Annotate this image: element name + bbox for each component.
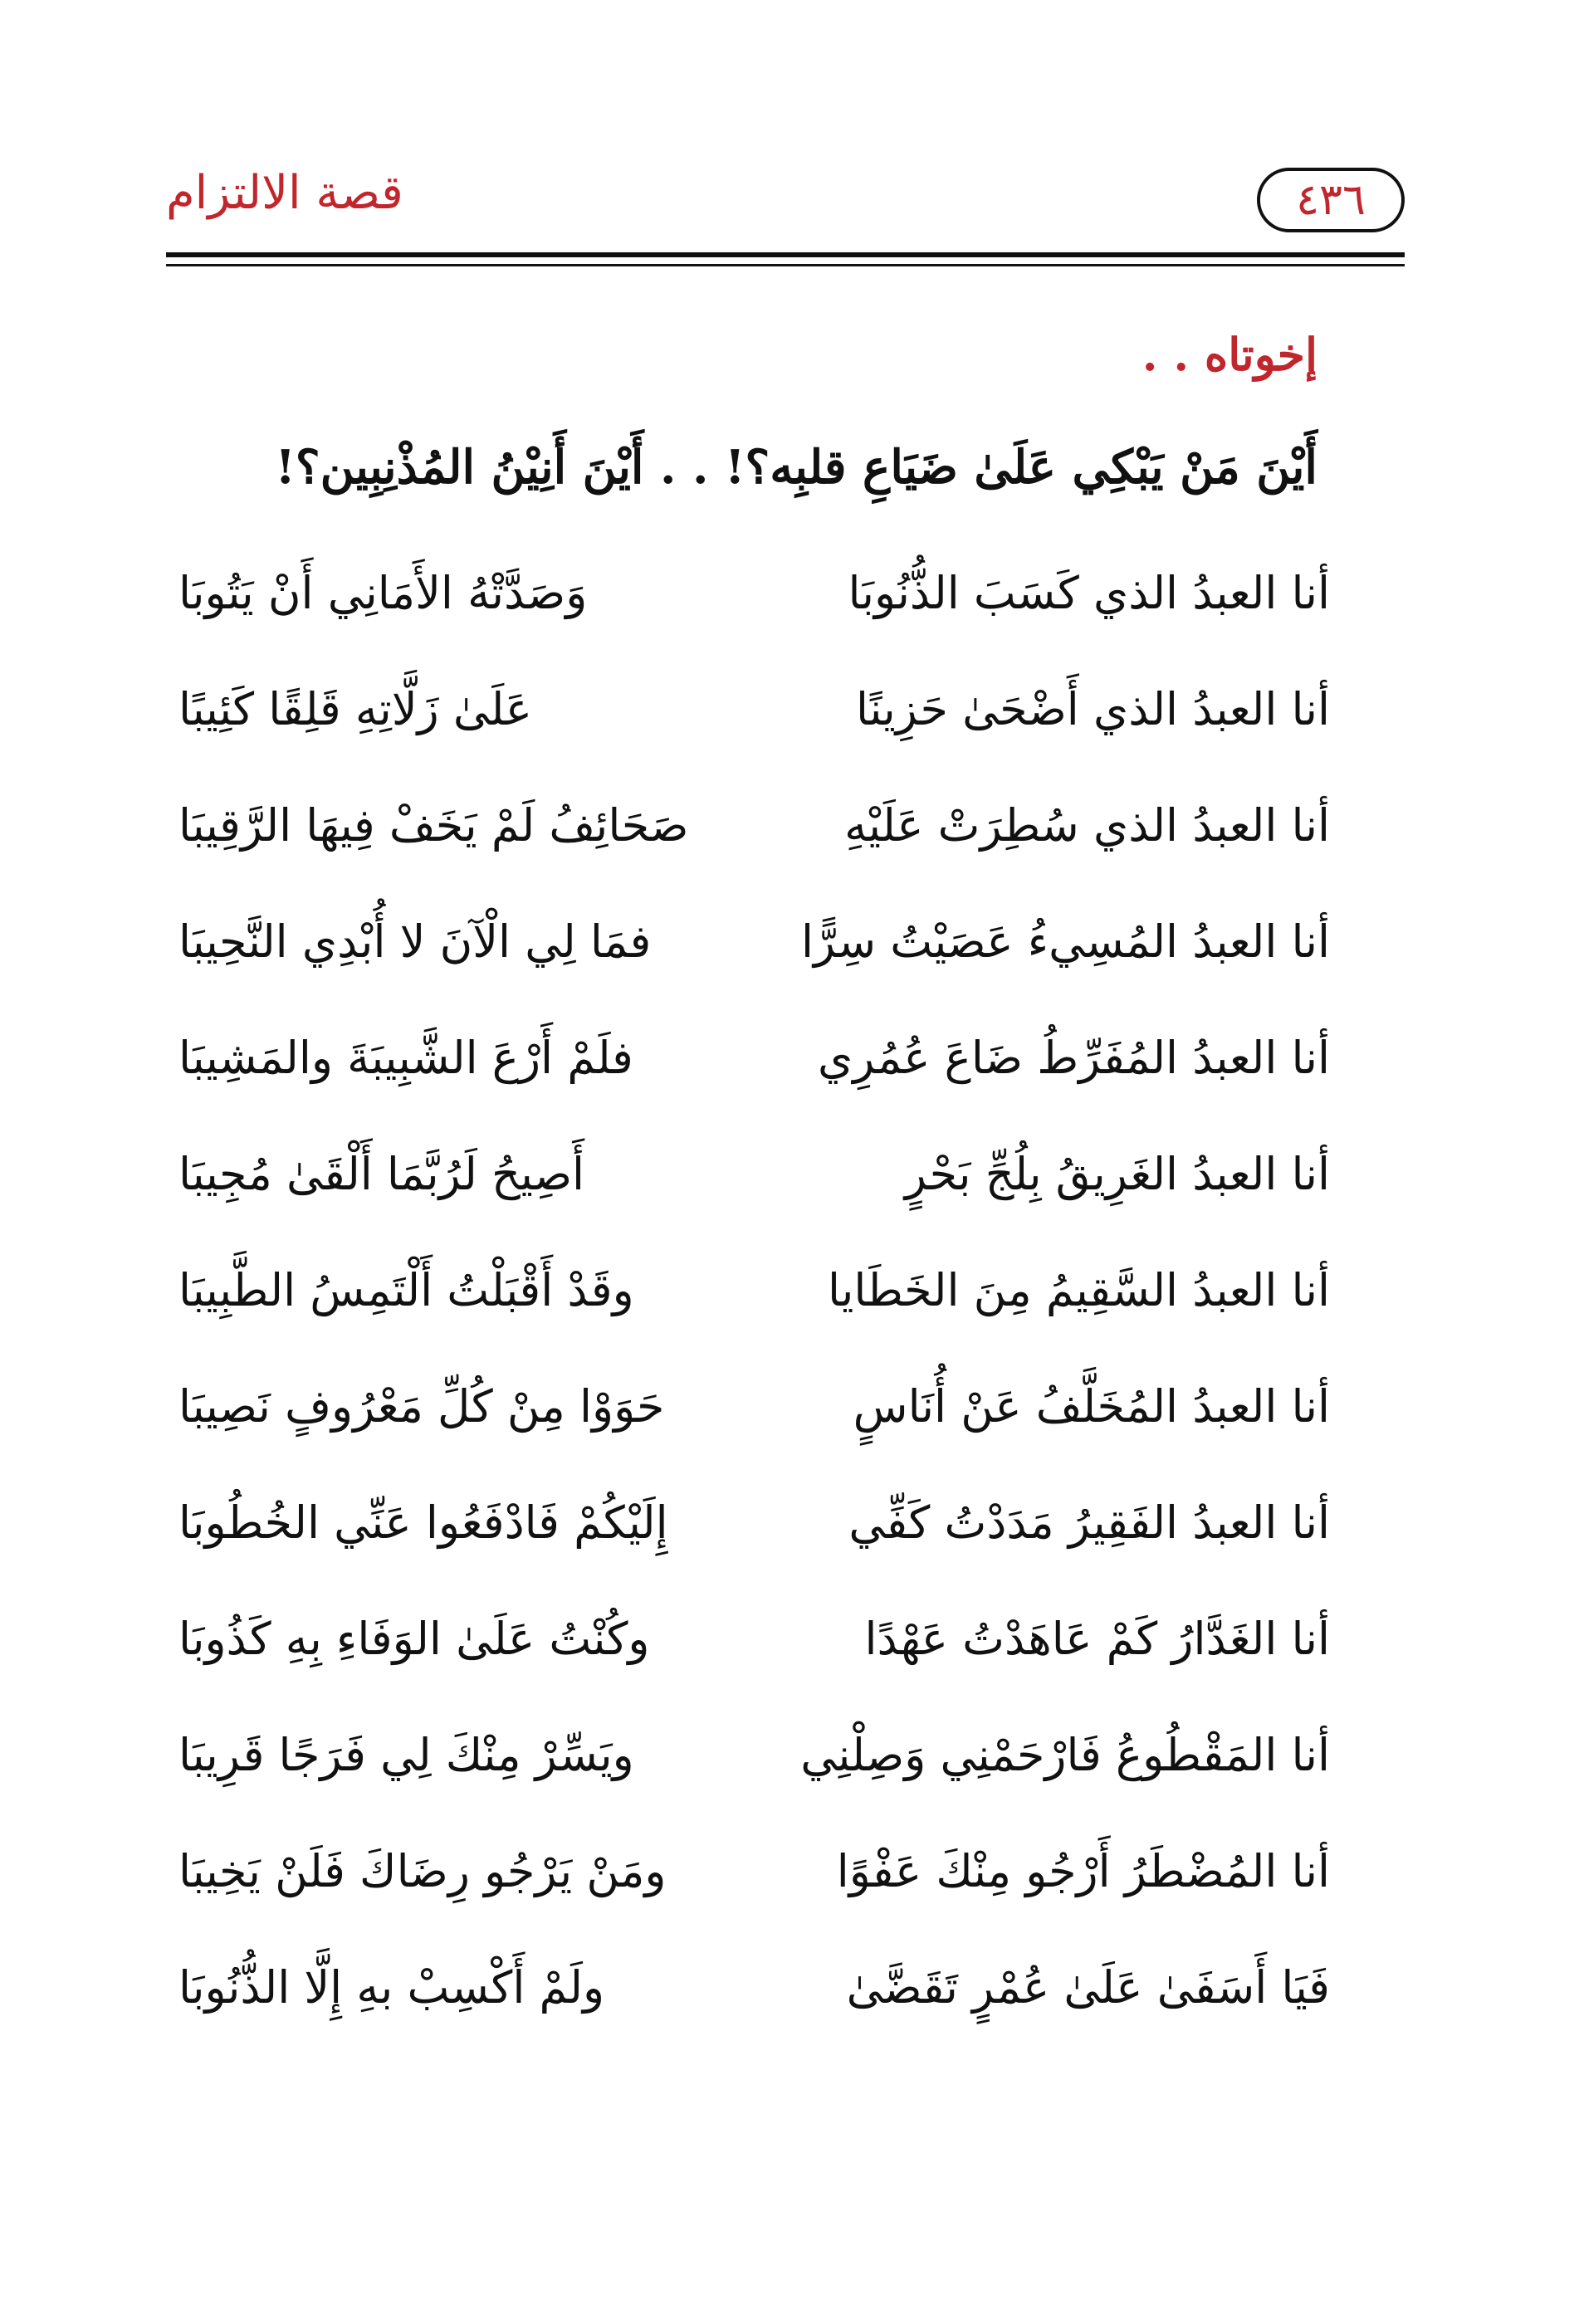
verse-first-half: فَيَا أَسَفَىٰ عَلَىٰ عُمْرٍ تَقَضَّىٰ (846, 1961, 1330, 2014)
verse (178, 788, 1330, 905)
verse (178, 905, 1330, 1021)
verse-second-half: وكُنْتُ عَلَىٰ الوَفَاءِ بِهِ كَذُوبَا (178, 1613, 650, 1665)
verse (178, 1834, 1330, 1950)
verse-first-half: أنا العبدُ المُخَلَّفُ عَنْ أُنَاسٍ (853, 1380, 1330, 1433)
verse-first-half: أنا العبدُ الذي أَضْحَىٰ حَزِينًا (855, 683, 1330, 735)
verse (178, 1370, 1330, 1486)
page-header (166, 149, 1405, 249)
lead-line: أَيْنَ مَنْ يَبْكِي عَلَىٰ ضَيَاعِ قلبِه؟! . . أَيْنَ أَنِيْنُ المُذْنِبِين؟! (275, 440, 1317, 495)
verse-second-half: ولَمْ أَكْسِبْ بهِ إِلَّا الذُّنُوبَا (178, 1961, 605, 2014)
page-number: ٤٣٦ (1296, 175, 1366, 225)
verse-second-half: وقَدْ أَقْبَلْتُ أَلْتَمِسُ الطَّبِيبَا (178, 1264, 634, 1316)
verse-first-half: أنا الغَدَّارُ كَمْ عَاهَدْتُ عَهْدًا (864, 1613, 1330, 1665)
verse (178, 556, 1330, 672)
verse-first-half: أنا العبدُ الذي سُطِرَتْ عَلَيْهِ (844, 799, 1330, 852)
verse (178, 1602, 1330, 1718)
verse-second-half: ومَنْ يَرْجُو رِضَاكَ فَلَنْ يَخِيبَا (178, 1845, 667, 1897)
verse (178, 1137, 1330, 1253)
verse-first-half: أنا المَقْطُوعُ فَارْحَمْنِي وَصِلْنِي (800, 1729, 1330, 1781)
verse (178, 672, 1330, 788)
verse (178, 1253, 1330, 1370)
verse (178, 1718, 1330, 1834)
poem (178, 556, 1330, 2067)
verse (178, 1021, 1330, 1137)
verse-first-half: أنا العبدُ المُفَرِّطُ ضَاعَ عُمُرِي (817, 1032, 1330, 1084)
verse (178, 1486, 1330, 1602)
header-rule-thick (166, 252, 1405, 257)
verse-first-half: أنا العبدُ المُسِيءُ عَصَيْتُ سِرًّا (801, 915, 1330, 968)
verse-first-half: أنا العبدُ الذي كَسَبَ الذُّنُوبَا (848, 567, 1330, 619)
verse-second-half: إِلَيْكُمْ فَادْفَعُوا عَنِّي الخُطُوبَا (178, 1496, 668, 1549)
header-rule-thin (166, 264, 1405, 266)
verse-second-half: عَلَىٰ زَلَّاتِهِ قَلِقًا كَئِيبًا (178, 683, 532, 735)
verse-first-half: أنا العبدُ الغَرِيقُ بِلُجِّ بَحْرٍ (904, 1148, 1330, 1200)
verse-first-half: أنا العبدُ السَّقِيمُ مِنَ الخَطَايا (827, 1264, 1330, 1316)
section-heading: إخوتاه . . (1141, 328, 1317, 381)
verse-second-half: صَحَائِفُ لَمْ يَخَفْ فِيهَا الرَّقِيبَا (178, 799, 689, 852)
verse-second-half: حَوَوْا مِنْ كُلِّ مَعْرُوفٍ نَصِيبَا (178, 1380, 665, 1433)
verse-first-half: أنا العبدُ الفَقِيرُ مَدَدْتُ كَفِّي (848, 1496, 1330, 1549)
verse-second-half: وَصَدَّتْهُ الأَمَانِي أَنْ يَتُوبَا (178, 567, 588, 619)
page-number-badge (1257, 168, 1405, 232)
verse (178, 1950, 1330, 2067)
verse-first-half: أنا المُضْطَرُ أَرْجُو مِنْكَ عَفْوًا (836, 1845, 1330, 1897)
verse-second-half: أَصِيحُ لَرُبَّمَا أَلْقَىٰ مُجِيبَا (178, 1148, 585, 1200)
verse-second-half: فمَا لِي الْآنَ لا أُبْدِي النَّحِيبَا (178, 915, 652, 968)
verse-second-half: فلَمْ أَرْعَ الشَّبِيبَةَ والمَشِيبَا (178, 1032, 633, 1084)
verse-second-half: ويَسِّرْ مِنْكَ لِي فَرَجًا قَرِيبَا (178, 1729, 634, 1781)
book-title: قصة الالتزام (166, 166, 403, 220)
